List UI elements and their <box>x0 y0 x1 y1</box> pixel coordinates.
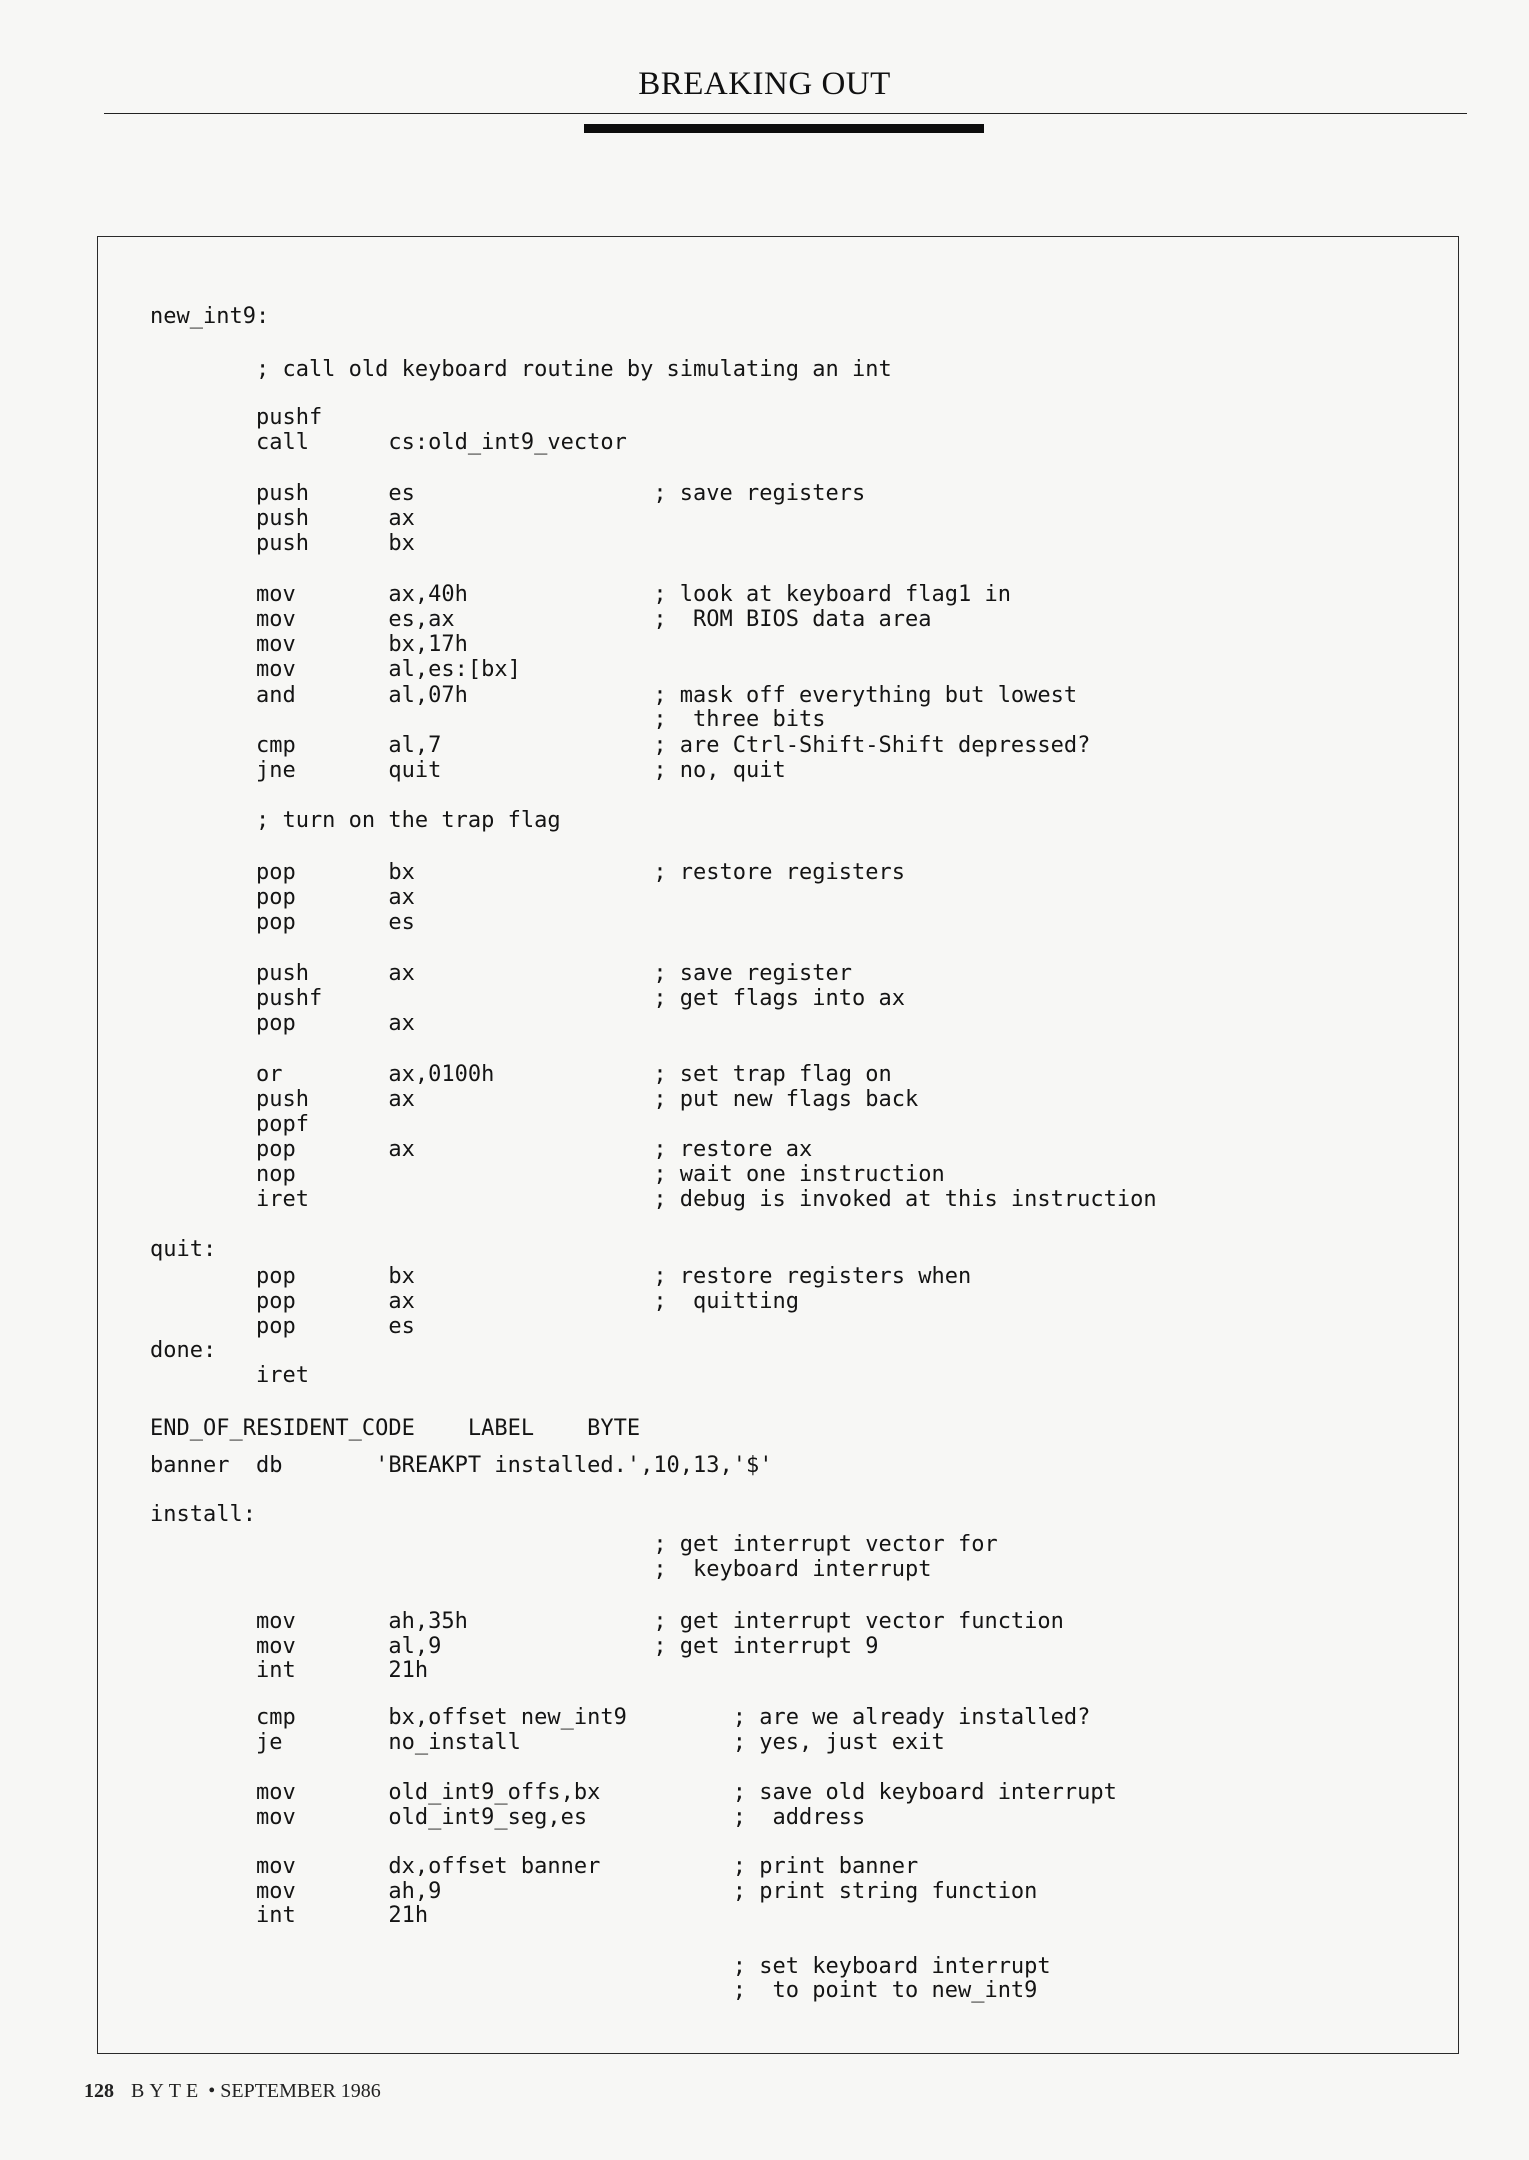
code-line: pop es <box>150 1314 415 1339</box>
code-line: int 21h <box>150 1903 429 1928</box>
code-line: pop bx ; restore registers when <box>150 1264 972 1289</box>
issue-date: SEPTEMBER 1986 <box>220 2080 381 2102</box>
code-line: ; get interrupt vector for <box>150 1532 998 1557</box>
code-line: pop ax <box>150 885 415 910</box>
page-footer <box>84 2080 381 2103</box>
code-line: install: <box>150 1502 256 1527</box>
code-line: ; set keyboard interrupt <box>150 1954 1051 1979</box>
code-line: pushf <box>150 405 323 430</box>
code-line: END_OF_RESIDENT_CODE LABEL BYTE <box>150 1416 641 1441</box>
code-line: popf <box>150 1112 309 1137</box>
header-accent-bar <box>584 124 984 133</box>
code-line: jne quit ; no, quit <box>150 758 786 783</box>
footer-separator: • <box>208 2080 216 2102</box>
code-line: and al,07h ; mask off everything but lowest <box>150 683 1078 708</box>
code-line: push ax ; save register <box>150 961 852 986</box>
code-line: push bx <box>150 531 415 556</box>
code-line: mov al,9 ; get interrupt 9 <box>150 1634 879 1659</box>
code-line: iret <box>150 1363 309 1388</box>
code-line: push ax <box>150 506 415 531</box>
code-line: banner db 'BREAKPT installed.',10,13,'$' <box>150 1453 773 1478</box>
code-line: or ax,0100h ; set trap flag on <box>150 1062 892 1087</box>
code-line: iret ; debug is invoked at this instruction <box>150 1187 1157 1212</box>
code-line: done: <box>150 1338 217 1363</box>
code-line: ; keyboard interrupt <box>150 1557 932 1582</box>
page-header-title: BREAKING OUT <box>638 66 891 102</box>
code-line: quit: <box>150 1237 217 1262</box>
code-line: ; turn on the trap flag <box>150 808 561 833</box>
code-line: pop es <box>150 910 415 935</box>
code-line: new_int9: <box>150 304 270 329</box>
code-line: je no_install ; yes, just exit <box>150 1730 945 1755</box>
code-line: cmp al,7 ; are Ctrl-Shift-Shift depressed? <box>150 733 1091 758</box>
code-line: mov old_int9_seg,es ; address <box>150 1805 866 1830</box>
code-line: mov dx,offset banner ; print banner <box>150 1854 919 1879</box>
code-line: pop ax ; quitting <box>150 1289 800 1314</box>
code-line: pushf ; get flags into ax <box>150 986 905 1011</box>
code-line: mov ax,40h ; look at keyboard flag1 in <box>150 582 1011 607</box>
code-line: mov es,ax ; ROM BIOS data area <box>150 607 932 632</box>
page-number: 128 <box>84 2080 114 2102</box>
code-line: mov old_int9_offs,bx ; save old keyboard interrupt <box>150 1780 1117 1805</box>
code-line: mov bx,17h <box>150 632 468 657</box>
code-line: pop ax ; restore ax <box>150 1137 813 1162</box>
code-line: ; three bits <box>150 707 826 732</box>
code-line: ; to point to new_int9 <box>150 1978 1038 2003</box>
code-line: push es ; save registers <box>150 481 866 506</box>
code-line: mov al,es:[bx] <box>150 657 521 682</box>
magazine-name: BYTE <box>131 2080 204 2102</box>
code-line: mov ah,35h ; get interrupt vector function <box>150 1609 1064 1634</box>
header-rule <box>104 113 1467 114</box>
code-line: nop ; wait one instruction <box>150 1162 945 1187</box>
code-line: ; call old keyboard routine by simulating an int <box>150 357 892 382</box>
code-line: call cs:old_int9_vector <box>150 430 627 455</box>
code-line: pop bx ; restore registers <box>150 860 905 885</box>
code-line: push ax ; put new flags back <box>150 1087 919 1112</box>
code-line: pop ax <box>150 1011 415 1036</box>
code-line: int 21h <box>150 1658 429 1683</box>
code-line: cmp bx,offset new_int9 ; are we already installed? <box>150 1705 1091 1730</box>
code-line: mov ah,9 ; print string function <box>150 1879 1038 1904</box>
